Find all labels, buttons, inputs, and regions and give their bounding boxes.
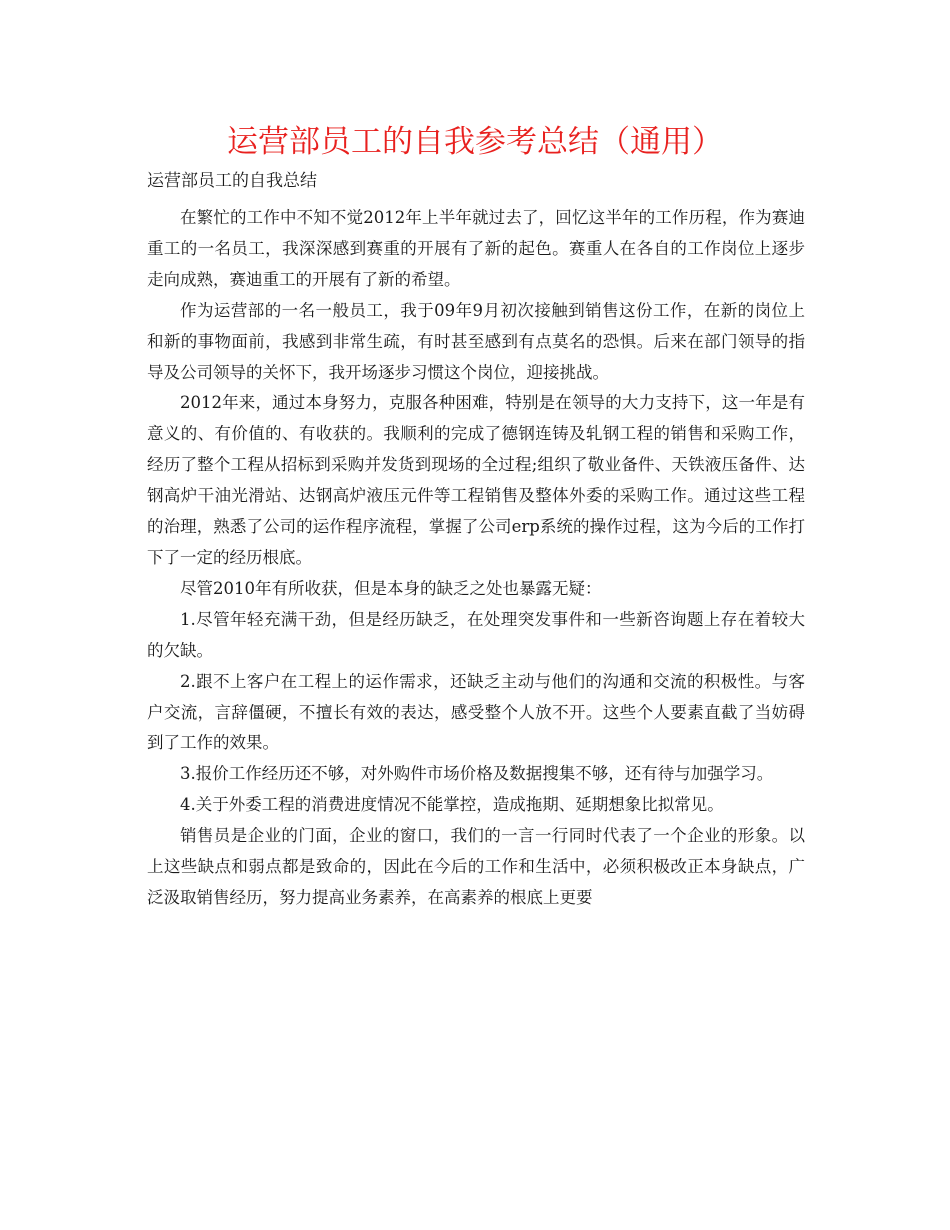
paragraph: 作为运营部的一名一般员工，我于09年9月初次接触到销售这份工作，在新的岗位上和新的事物面前，我感到非常生疏，有时甚至感到有点莫名的恐惧。后来在部门领导的指导及公司领导的关怀下，我开场逐步习惯这个岗位，迎接挑战。 bbox=[147, 300, 805, 382]
document-title: 运营部员工的自我参考总结（通用） bbox=[227, 124, 723, 160]
paragraph: 销售员是企业的门面，企业的窗口，我们的一言一行同时代表了一个企业的形象。以上这些缺点和弱点都是致命的，因此在今后的工作和生活中，必须积极改正本身缺点，广泛汲取销售经历，努力提高业务素养，在高素养的根底上更要 bbox=[147, 826, 805, 907]
paragraph: 在繁忙的工作中不知不觉2012年上半年就过去了，回忆这半年的工作历程，作为赛迪重工的一名员工，我深深感到赛重的开展有了新的起色。赛重人在各自的工作岗位上逐步走向成熟，赛迪重工的开展有了新的希望。 bbox=[147, 208, 805, 289]
paragraph: 1.尽管年轻充满干劲，但是经历缺乏，在处理突发事件和一些新咨询题上存在着较大的欠缺。 bbox=[147, 609, 805, 660]
paragraph: 2.跟不上客户在工程上的运作需求，还缺乏主动与他们的沟通和交流的积极性。与客户交流，言辞僵硬，不擅长有效的表达，感受整个人放不开。这些个人要素直截了当妨碍到了工作的效果。 bbox=[147, 671, 805, 753]
document-body bbox=[147, 203, 805, 914]
paragraph: 3.报价工作经历还不够，对外购件市场价格及数据搜集不够，还有待与加强学习。 bbox=[180, 764, 774, 784]
paragraph: 2012年来，通过本身努力，克服各种困难，特别是在领导的大力支持下，这一年是有意义的、有价值的、有收获的。我顺利的完成了德钢连铸及轧钢工程的销售和采购工作，经历了整个工程从招标到采购并发货到现场的全过程;组织了敬业备件、天铁液压备件、达钢高炉干油光滑站、达钢高炉液压元件等工程销售及整体外委的采购工作。通过这些工程的治理，熟悉了公司的运作程序流程，掌握了公司erp系统的操作过程，这为今后的工作打下了一定的经历根底。 bbox=[147, 393, 805, 567]
paragraph: 4.关于外委工程的消费进度情况不能掌控，造成拖期、延期想象比拟常见。 bbox=[180, 795, 724, 815]
document-subtitle: 运营部员工的自我总结 bbox=[147, 171, 317, 191]
paragraph: 尽管2010年有所收获，但是本身的缺乏之处也暴露无疑： bbox=[180, 578, 602, 598]
